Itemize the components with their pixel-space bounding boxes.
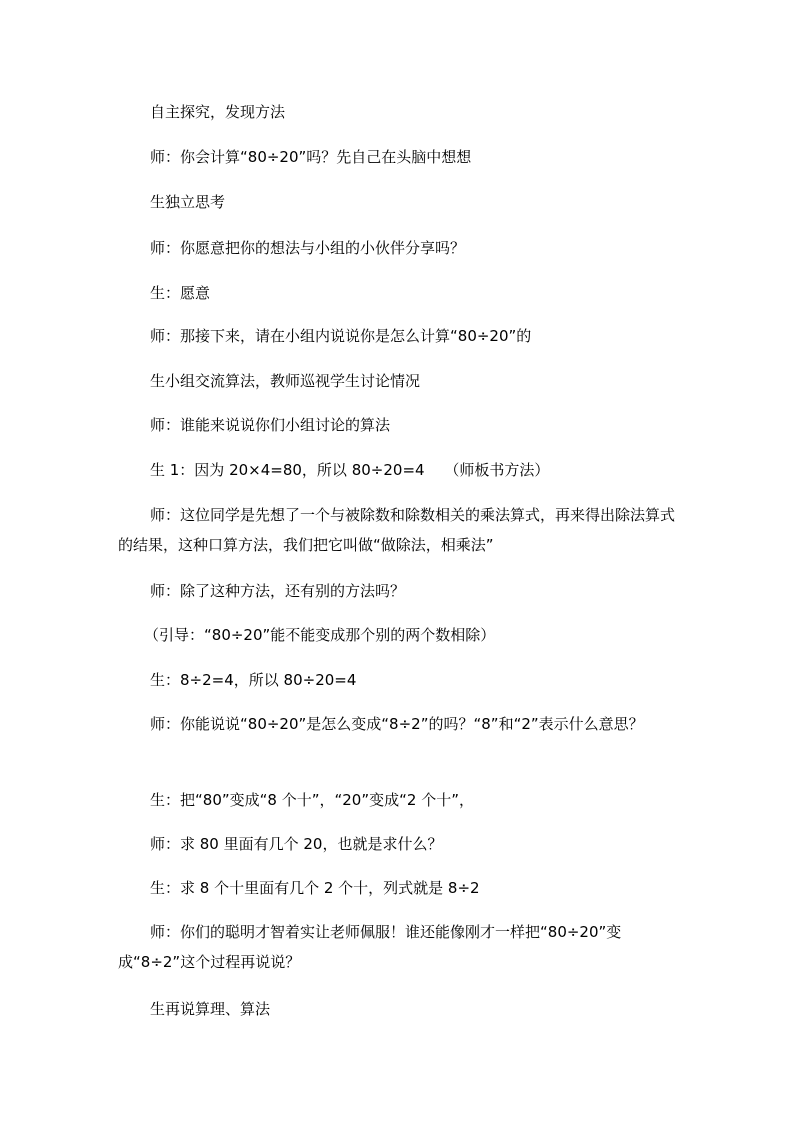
paragraph: 生：愿意 — [150, 284, 211, 302]
paragraph: 生：求 8 个十里面有几个 2 个十，列式就是 8÷2 — [150, 879, 480, 897]
paragraph-heading: 自主探究，发现方法 — [150, 103, 286, 121]
paragraph: 师：谁能来说说你们小组讨论的算法 — [150, 416, 391, 434]
paragraph: 师：你愿意把你的想法与小组的小伙伴分享吗？ — [150, 239, 466, 257]
paragraph: 生再说算理、算法 — [150, 1000, 271, 1018]
paragraph: 师：除了这种方法，还有别的方法吗？ — [150, 582, 406, 600]
paragraph: 生：把“80”变成“8 个十”，“20”变成“2 个十”， — [150, 791, 474, 809]
paragraph: 生独立思考 — [150, 193, 226, 211]
paragraph: 生小组交流算法，教师巡视学生讨论情况 — [150, 372, 421, 390]
paragraph: 师：你能说说“80÷20”是怎么变成“8÷2”的吗？“8”和“2”表示什么意思？ — [150, 715, 644, 733]
paragraph-note: （引导：“80÷20”能不能变成那个别的两个数相除） — [144, 626, 496, 644]
paragraph: 师：那接下来，请在小组内说说你是怎么计算“80÷20”的 — [150, 327, 532, 345]
paragraph: 生：8÷2=4，所以 80÷20=4 — [150, 671, 357, 689]
paragraph: 师：求 80 里面有几个 20，也就是求什么？ — [150, 835, 443, 853]
paragraph: 师：你会计算“80÷20”吗？先自己在头脑中想想 — [150, 148, 472, 166]
paragraph: 师：这位同学是先想了一个与被除数和除数相关的乘法算式，再来得出除法算式的结果，这种口算方法，我们把它叫做“做除法，相乘法” — [118, 506, 676, 554]
paragraph: 师：你们的聪明才智着实让老师佩服！谁还能像刚才一样把“80÷20”变成“8÷2”这个过程再说说？ — [118, 923, 622, 971]
paragraph: 生 1：因为 20×4=80，所以 80÷20=4 （师板书方法） — [150, 461, 550, 479]
